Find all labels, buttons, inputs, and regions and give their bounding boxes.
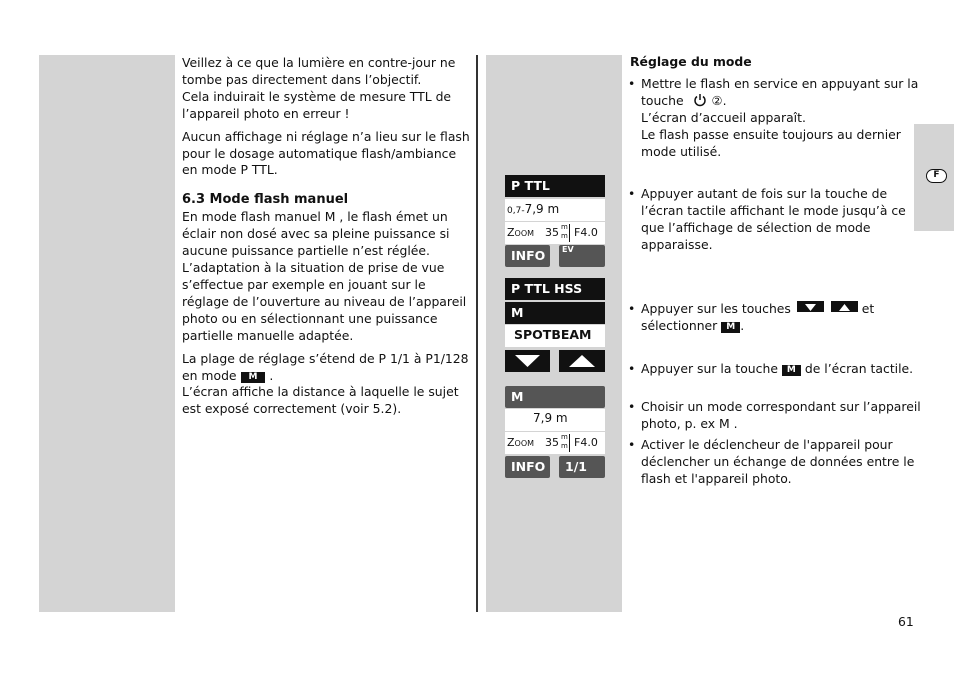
m-key-badge: M	[721, 322, 740, 333]
screen1-header: P TTL	[505, 175, 605, 197]
zoom-label: Zoom	[507, 226, 535, 239]
screen2-spotbeam[interactable]: SPOTBEAM	[505, 325, 605, 347]
screen3-zoom-box: Zoom 35 m m F4.0	[505, 432, 605, 454]
screen3-header: M	[505, 386, 605, 408]
aperture-value: F4.0	[574, 436, 598, 449]
paragraph-range: La plage de réglage s’étend de P 1/1 à P1/128 en mode M . L’écran affiche la distance à laquelle le sujet est exposé correctement (voir 5.2).	[182, 350, 469, 417]
bullet-mode-screen: • Appuyer autant de fois sur la touche de l’écran tactile affichant le mode jusqu’à ce que l’affichage de sélection de mode apparaisse.	[628, 186, 931, 254]
aperture-value: F4.0	[574, 226, 598, 239]
screen1-range-box: 0,7-7,9 m	[505, 199, 605, 221]
power-icon	[692, 93, 708, 107]
paragraph-manual-mode: En mode flash manuel M , le flash émet un éclair non dosé avec sa pleine puissance si aucune puissance partielle n’est réglée. L’adaptation à la situation de prise de vue s’effectue par exemple en jouant sur le réglage de l’ouverture au niveau de l’appareil photo ou en sélectionnant une puissance partielle manuelle adaptée.	[182, 209, 467, 343]
m-key-badge: M	[782, 365, 801, 376]
screen1-info-button[interactable]: INFO	[505, 245, 550, 267]
paragraph-backlight: Veillez à ce que la lumière en contre-jour ne tombe pas directement dans l’objectif. Cela induirait le système de mesure TTL de l’appareil photo en erreur !	[182, 55, 456, 121]
screen2-up-button[interactable]	[559, 350, 605, 372]
zoom-value: 35	[545, 436, 559, 449]
left-grey-column	[39, 55, 175, 612]
screen2-down-button[interactable]	[505, 350, 550, 372]
screen3-power-button[interactable]: 1/1	[559, 456, 605, 478]
language-tab-label: F	[926, 169, 947, 183]
arrow-up-icon	[559, 350, 605, 372]
left-text-column	[182, 55, 470, 424]
zoom-value: 35	[545, 226, 559, 239]
bullet-select-m: • Appuyer sur les touches et sélectionner M .	[628, 301, 931, 335]
page-number: 61	[898, 614, 914, 629]
screen3-distance-box: 7,9 m	[505, 409, 605, 431]
column-divider	[476, 55, 478, 612]
screen1-zoom-box: Zoom 35 m m F4.0	[505, 222, 605, 244]
bullet-press-m: • Appuyer sur la touche M de l’écran tactile.	[628, 361, 931, 378]
bullet-camera-mode: • Choisir un mode correspondant sur l’appareil photo, p. ex M .	[628, 399, 931, 433]
bullet-power-on: • Mettre le flash en service en appuyant sur la touche ②. L’écran d’accueil apparaît. Le flash passe ensuite toujours au dernier mode utilisé.	[628, 76, 931, 161]
zoom-label: Zoom	[507, 436, 535, 449]
arrow-down-icon	[505, 350, 550, 372]
down-key-icon	[797, 301, 824, 312]
screen3-info-button[interactable]: INFO	[505, 456, 550, 478]
bullet-shutter: • Activer le déclencheur de l'appareil pour déclencher un échange de données entre le flash et l'appareil photo.	[628, 437, 931, 488]
m-mode-badge: M	[241, 372, 266, 383]
section-title: 6.3 Mode flash manuel	[182, 192, 349, 208]
screen2-ptthss-bar[interactable]: P TTL HSS	[505, 278, 605, 300]
up-key-icon	[831, 301, 858, 312]
paragraph-ambient: Aucun affichage ni réglage n’a lieu sur le flash pour le dosage automatique flash/ambiance en mode P TTL.	[182, 128, 470, 178]
screen1-ev-button[interactable]: EV	[559, 245, 605, 267]
right-title: Réglage du mode	[630, 54, 752, 69]
screen2-m-bar[interactable]: M	[505, 302, 605, 324]
